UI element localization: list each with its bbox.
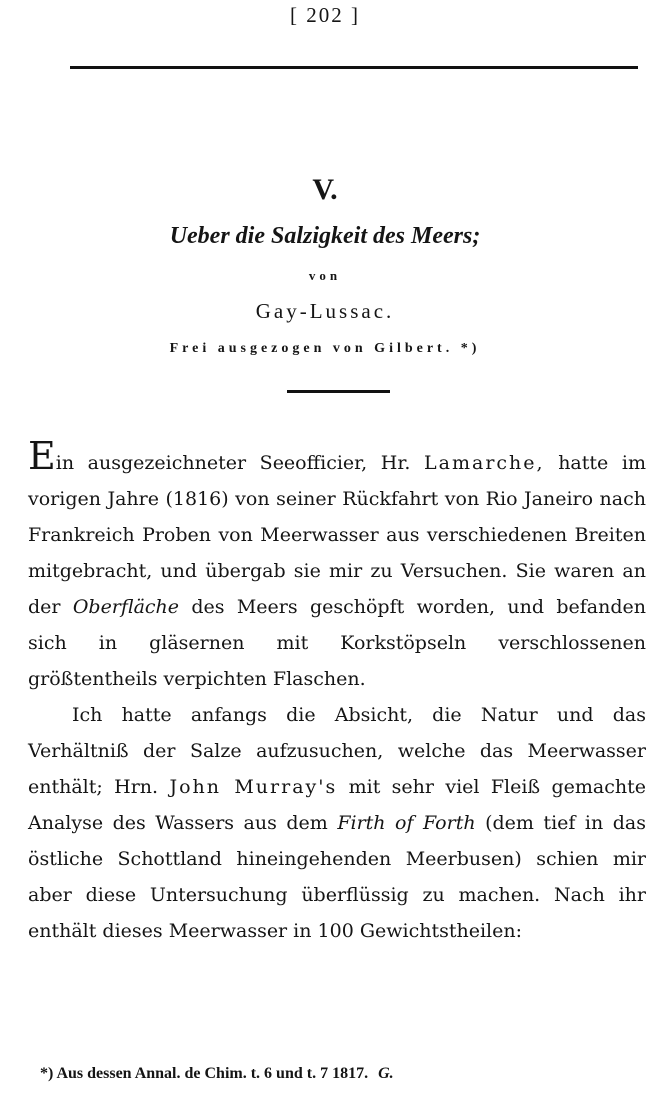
person-name-lamarche: Lamarche, bbox=[424, 452, 545, 474]
term-oberflaeche: Oberfläche bbox=[72, 596, 180, 618]
author-name: Gay-Lussac. bbox=[255, 299, 395, 323]
paragraph-1-part-3: des Meers geschöpft worden, und befanden sich in gläsernen mit Korkstöpseln verschlossenen größtentheils verpichten Flaschen. bbox=[28, 596, 646, 690]
footnote-text: *) Aus dessen Annal. de Chim. t. 6 und t. 7 1817. bbox=[40, 1065, 369, 1082]
paragraph-1-part-2: hatte im vorigen Jahre (1816) von seiner Rückfahrt von Rio Janeiro nach Frankreich Proben von Meerwasser aus verschiedenen Breiten mitgebracht, und übergab sie mir zu Versuchen. Sie waren an der bbox=[28, 452, 646, 618]
article-body bbox=[28, 434, 646, 949]
paragraph-1 bbox=[28, 434, 646, 697]
paragraph-2-part-2: mit sehr viel Fleiß gemachte Analyse des Wassers aus dem bbox=[28, 776, 646, 834]
paragraph-2-part-1: Ich hatte anfangs die Absicht, die Natur und das Verhältniß der Salze aufzusuchen, welche das Meerwasser enthält; Hrn. bbox=[28, 704, 646, 798]
person-name-murray: John Murray's bbox=[169, 776, 338, 798]
paragraph-2-part-3: (dem tief in das östliche Schottland hineingehenden Meerbusen) schien mir aber diese Untersuchung überflüssig zu machen. Nach ihr enthält dieses Meerwasser in 100 Gewichtstheilen: bbox=[28, 812, 646, 942]
page-number-header: [ 202 ] bbox=[290, 3, 360, 27]
article-title: Ueber die Salzigkeit des Meers; bbox=[169, 223, 481, 249]
title-divider bbox=[287, 390, 390, 393]
dropcap-letter: E bbox=[28, 434, 56, 478]
paragraph-2 bbox=[28, 697, 646, 949]
by-word: von bbox=[308, 268, 342, 283]
place-firth-of-forth: Firth of Forth bbox=[337, 812, 476, 834]
header-divider bbox=[70, 66, 638, 69]
footnote-signature: G. bbox=[378, 1065, 394, 1082]
article-heading bbox=[0, 166, 650, 360]
section-number: V. bbox=[312, 173, 338, 206]
paragraph-1-part-1: in ausgezeichneter Seeofficier, Hr. bbox=[55, 452, 425, 474]
editor-note: Frei ausgezogen von Gilbert. *) bbox=[169, 341, 481, 356]
footnote bbox=[40, 1062, 620, 1086]
